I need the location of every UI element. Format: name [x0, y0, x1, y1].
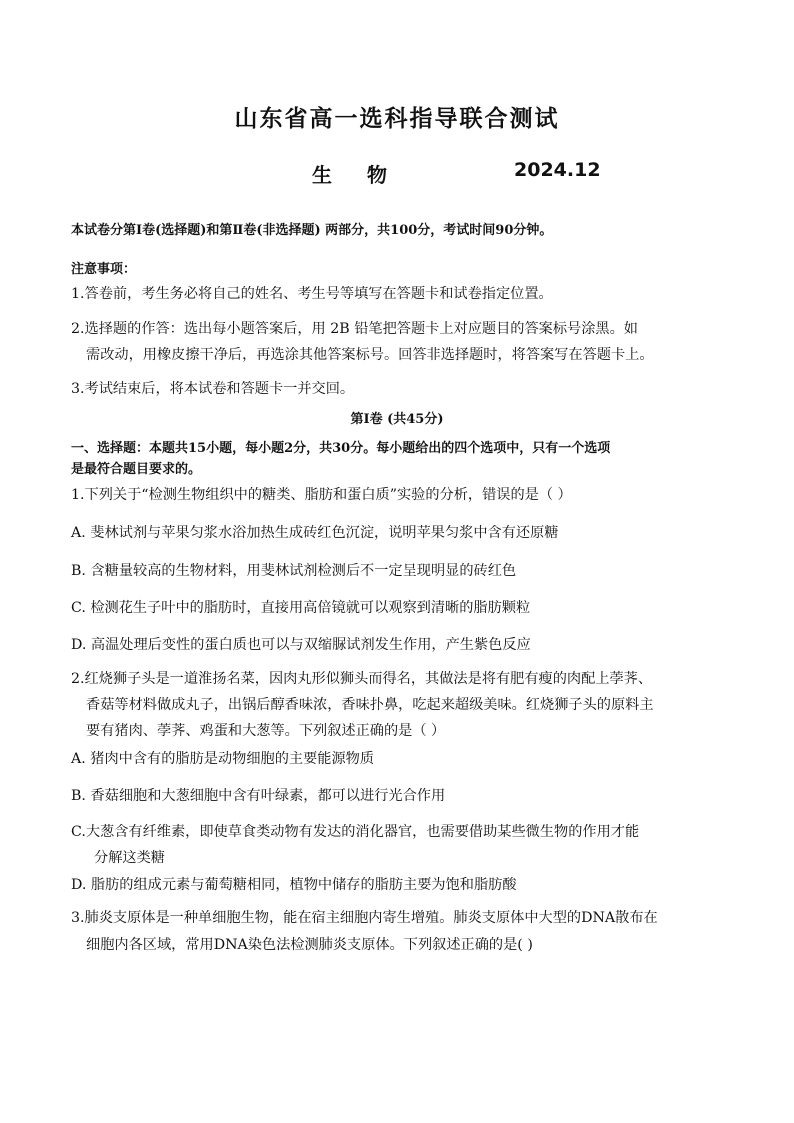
subject-label: 生 物: [312, 163, 401, 187]
part1-heading: 第Ⅰ卷 (共45分): [350, 412, 444, 427]
q2-stem-line-2: 香菇等材料做成丸子，出锅后醇香味浓，香味扑鼻，吃起来超级美味。红烧狮子头的原料主: [86, 697, 654, 713]
q3-stem-line-2: 细胞内各区域，常用DNA染色法检测肺炎支原体。下列叙述正确的是( ): [86, 937, 533, 953]
notice-item-1: 1.答卷前，考生务必将自己的姓名、考生号等填写在答题卡和试卷指定位置。: [71, 286, 553, 302]
notice-item-2-line-2: 需改动，用橡皮擦干净后，再选涂其他答案标号。回答非选择题时，将答案写在答题卡上。: [86, 347, 654, 363]
section-instruction-line-2: 是最符合题目要求的。: [71, 462, 202, 477]
q1-stem: 1.下列关于“检测生物组织中的糖类、脂肪和蛋白质”实验的分析，错误的是（ ）: [71, 487, 572, 503]
q2-option-c-line-2: 分解这类糖: [94, 850, 165, 866]
notice-item-2-line-1: 2.选择题的作答：选出每小题答案后，用 2B 铅笔把答题卡上对应题目的答案标号涂黑。如: [71, 321, 638, 337]
q2-option-b: B. 香菇细胞和大葱细胞中含有叶绿素，都可以进行光合作用: [71, 788, 446, 804]
q2-stem-line-1: 2.红烧狮子头是一道淮扬名菜，因肉丸形似狮头而得名，其做法是将有肥有瘦的肉配上荸荠、: [71, 671, 653, 687]
exam-intro: 本试卷分第Ⅰ卷(选择题)和第Ⅱ卷(非选择题) 两部分，共100分，考试时间90分钟。: [71, 223, 553, 238]
section-instruction-line-1: 一、选择题：本题共15小题，每小题2分，共30分。每小题给出的四个选项中，只有一个选项: [71, 441, 611, 456]
q1-option-c: C. 检测花生子叶中的脂肪时，直接用高倍镜就可以观察到清晰的脂肪颗粒: [71, 600, 531, 616]
q2-option-a: A. 猪肉中含有的脂肪是动物细胞的主要能源物质: [71, 751, 375, 767]
q2-stem-line-3: 要有猪肉、荸荠、鸡蛋和大葱等。下列叙述正确的是（ ）: [86, 723, 446, 739]
notice-heading: 注意事项：: [71, 262, 137, 277]
q1-option-d: D. 高温处理后变性的蛋白质也可以与双缩脲试剂发生作用，产生紫色反应: [71, 637, 531, 653]
q2-option-c-line-1: C.大葱含有纤维素，即使草食类动物有发达的消化器官，也需要借助某些微生物的作用才能: [71, 824, 640, 840]
q1-option-b: B. 含糖量较高的生物材料，用斐林试剂检测后不一定呈现明显的砖红色: [71, 563, 517, 579]
exam-date: 2024.12: [514, 159, 601, 181]
notice-item-3: 3.考试结束后，将本试卷和答题卡一并交回。: [71, 381, 355, 397]
exam-title: 山东省高一选科指导联合测试: [234, 105, 560, 132]
q3-stem-line-1: 3.肺炎支原体是一种单细胞生物，能在宿主细胞内寄生增殖。肺炎支原体中大型的DNA散布在: [71, 910, 658, 926]
q1-option-a: A. 斐林试剂与苹果匀浆水浴加热生成砖红色沉淀，说明苹果匀浆中含有还原糖: [71, 525, 559, 541]
q2-option-d: D. 脂肪的组成元素与葡萄糖相同，植物中储存的脂肪主要为饱和脂肪酸: [71, 877, 517, 893]
